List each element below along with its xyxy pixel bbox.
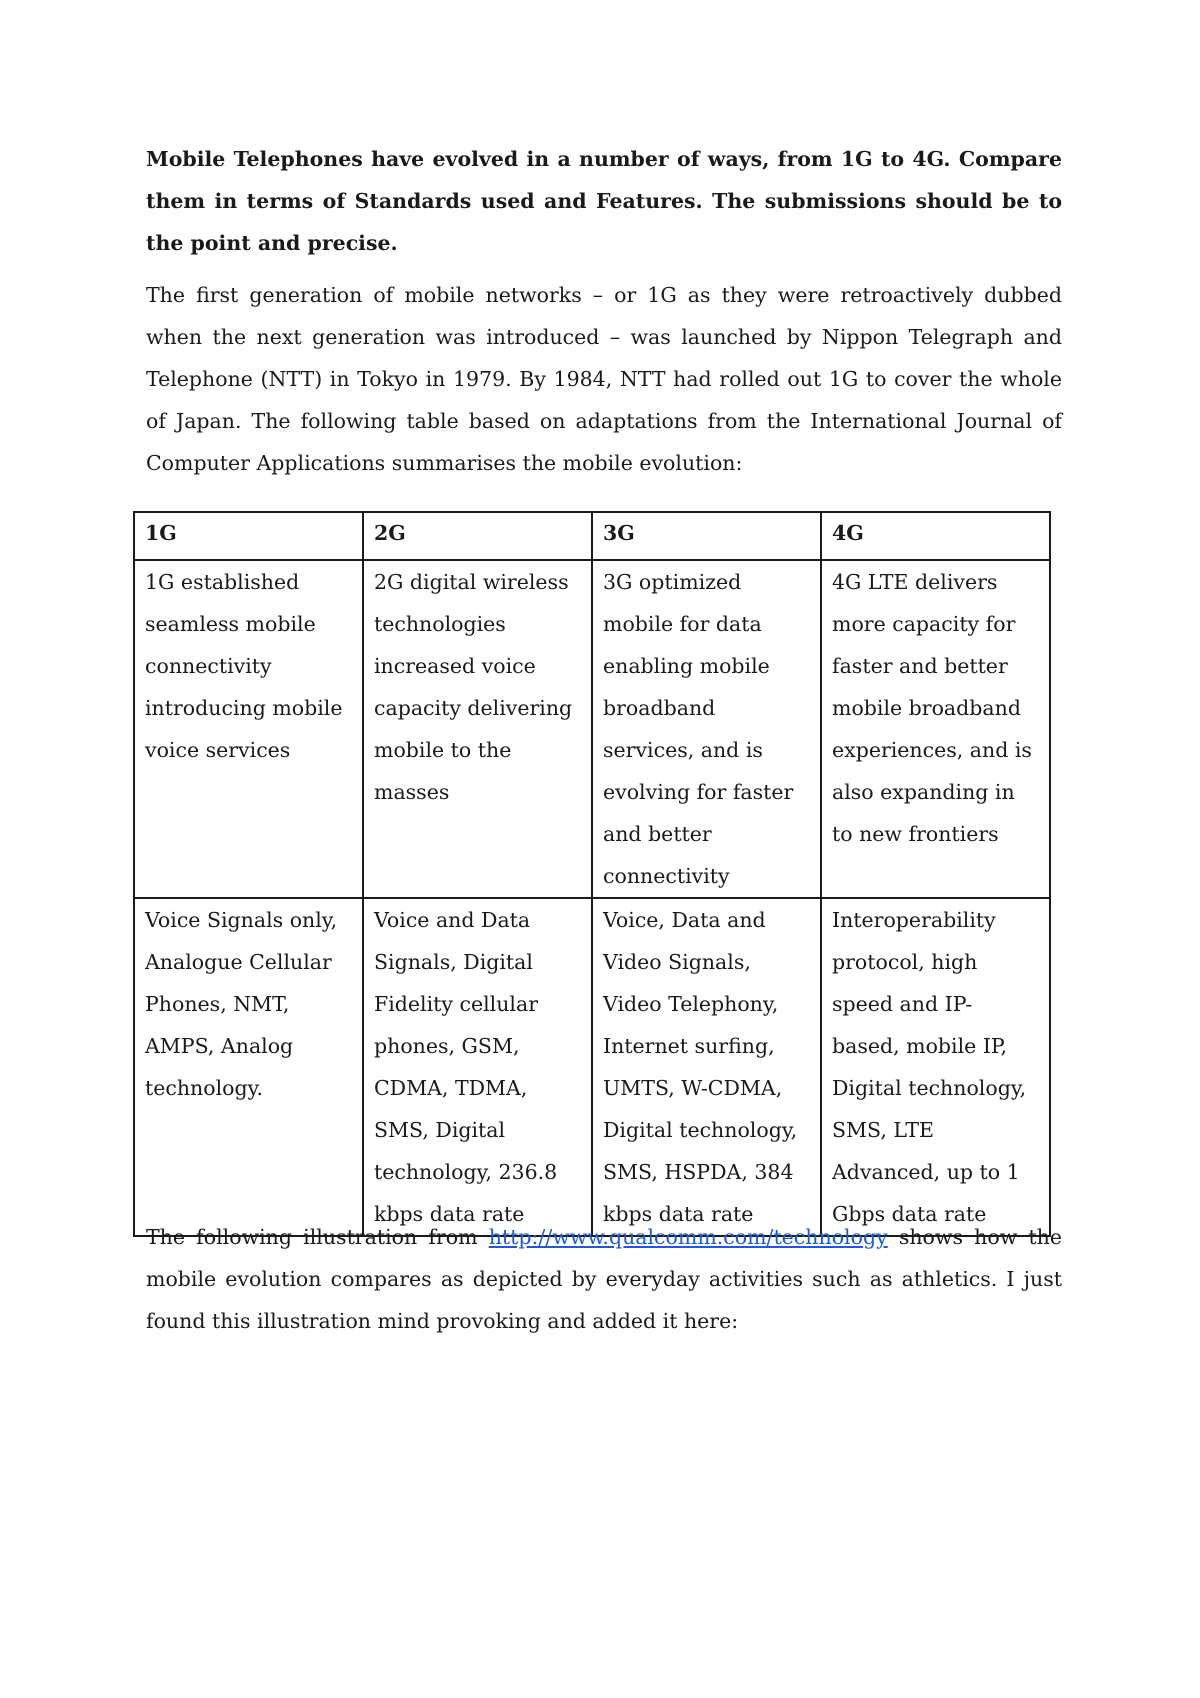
features-2g: Voice and Data Signals, Digital Fidelity cellular phones, GSM, CDMA, TDMA, SMS, Digital technology, 236.8 kbps data rate	[363, 898, 592, 1236]
qualcomm-link[interactable]: http://www.qualcomm.com/technology	[488, 1225, 888, 1249]
document-page	[145, 138, 1062, 1333]
features-1g: Voice Signals only, Analogue Cellular Phones, NMT, AMPS, Analog technology.	[134, 898, 363, 1236]
outro-paragraph	[146, 1216, 1062, 1342]
intro-paragraph: The first generation of mobile networks – or 1G as they were retroactively dubbed when the next generation was introduced – was launched by Nippon Telegraph and Telephone (NTT) in Tokyo in 1979. By 1984, NTT had rolled out 1G to cover the whole of Japan. The following table based on adaptations from the International Journal of Computer Applications summarises the mobile evolution:	[146, 283, 1062, 475]
desc-1g: 1G established seamless mobile connectivity introducing mobile voice services	[134, 560, 363, 898]
desc-2g: 2G digital wireless technologies increased voice capacity delivering mobile to the masses	[363, 560, 592, 898]
features-3g: Voice, Data and Video Signals, Video Telephony, Internet surfing, UMTS, W-CDMA, Digital technology, SMS, HSPDA, 384 kbps data rate	[592, 898, 821, 1236]
header-2g: 2G	[363, 512, 592, 560]
features-4g: Interoperability protocol, high speed and IP-based, mobile IP, Digital technology, SMS, LTE Advanced, up to 1 Gbps data rate	[821, 898, 1050, 1236]
question-heading: Mobile Telephones have evolved in a number of ways, from 1G to 4G. Compare them in terms of Standards used and Features. The submissions should be to the point and precise.	[146, 147, 1062, 255]
mobile-evolution-table	[133, 511, 1051, 1237]
outro-text-after: shows how the mobile evolution compares as depicted by everyday activities such as athletics. I just found this illustration mind provoking and added it here:	[146, 1225, 1062, 1333]
table-row-features	[134, 898, 1050, 1236]
outro-text-before: The following illustration from	[146, 1225, 489, 1249]
table-header-row	[134, 512, 1050, 560]
desc-4g: 4G LTE delivers more capacity for faster and better mobile broadband experiences, and is also expanding in to new frontiers	[821, 560, 1050, 898]
table-row-descriptions	[134, 560, 1050, 898]
desc-3g: 3G optimized mobile for data enabling mobile broadband services, and is evolving for faster and better connectivity	[592, 560, 821, 898]
header-4g: 4G	[821, 512, 1050, 560]
header-3g: 3G	[592, 512, 821, 560]
header-1g: 1G	[134, 512, 363, 560]
